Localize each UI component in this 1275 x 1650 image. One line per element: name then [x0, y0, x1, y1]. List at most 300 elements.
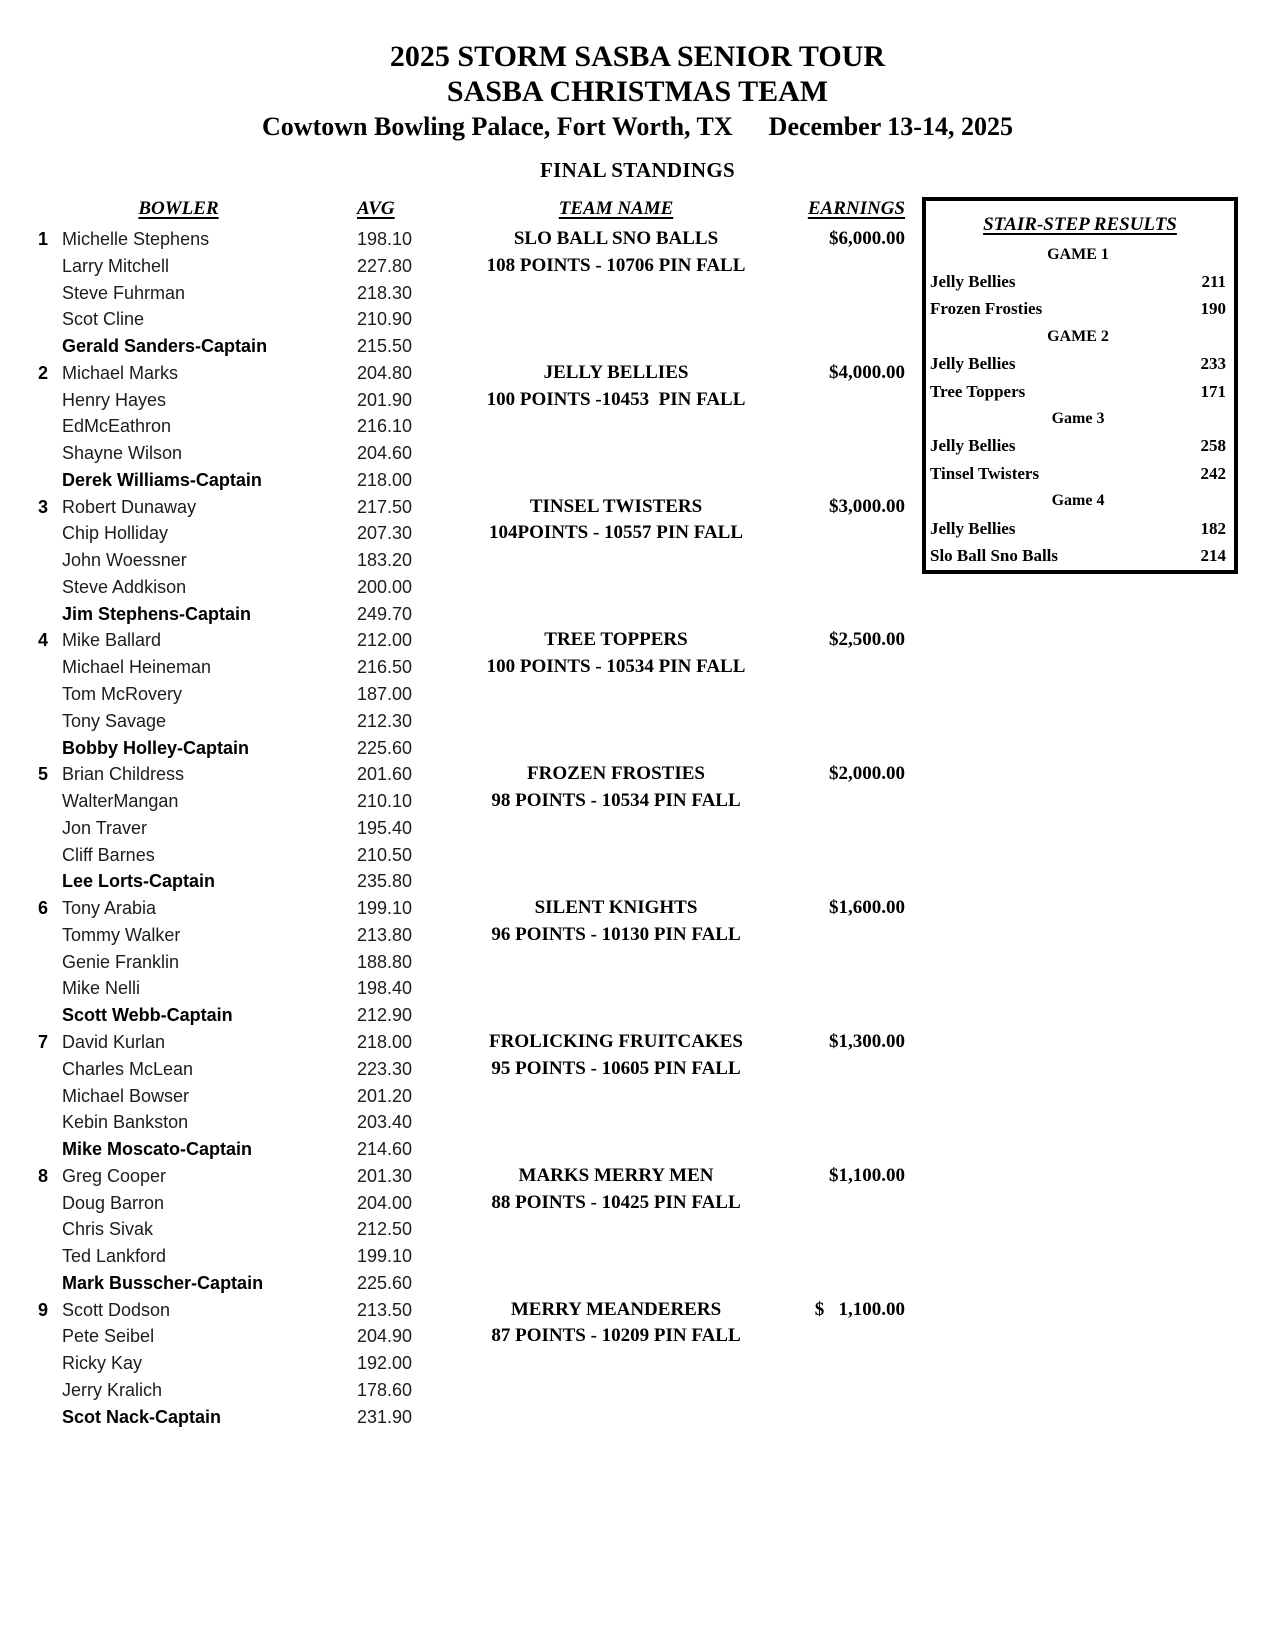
bowler-name: Tommy Walker [62, 924, 181, 945]
stair-team-name: Jelly Bellies [930, 272, 1016, 292]
bowler-avg: 204.60 [357, 443, 413, 464]
team-name-spacer [442, 949, 790, 976]
bowler-avg: 198.40 [357, 978, 413, 999]
team-earnings [790, 815, 905, 842]
team-rank [0, 1002, 57, 1029]
standings-rows [0, 226, 905, 1430]
bowler-row [0, 1243, 905, 1270]
stair-team-name: Jelly Bellies [930, 518, 1016, 538]
bowler-avg: 201.60 [357, 764, 413, 785]
bowler-name: Cliff Barnes [62, 844, 155, 865]
stair-team-name: Tinsel Twisters [930, 463, 1040, 483]
team-earnings [790, 1002, 905, 1029]
team-earnings: $4,000.00 [829, 361, 905, 383]
bowler-row [0, 627, 905, 654]
bowler-avg: 225.60 [357, 1272, 413, 1293]
team-rank [0, 842, 57, 869]
stair-team-score: 214 [1200, 545, 1226, 565]
team-name-spacer [442, 1002, 790, 1029]
bowler-avg: 212.00 [357, 630, 413, 651]
bowler-row [0, 1216, 905, 1243]
bowler-avg: 203.40 [357, 1112, 413, 1133]
bowler-avg: 227.80 [357, 255, 413, 276]
bowler-row [0, 440, 905, 467]
bowler-row [0, 520, 905, 547]
bowler-row [0, 1136, 905, 1163]
bowler-avg: 198.10 [357, 229, 413, 249]
bowler-row [0, 494, 905, 521]
column-header-team-name: TEAM NAME [558, 198, 674, 219]
bowler-name-captain: Bobby Holley-Captain [62, 737, 250, 758]
team-points-line: 108 POINTS - 10706 PIN FALL [486, 254, 746, 276]
team-earnings [790, 333, 905, 360]
bowler-name-captain: Scot Nack-Captain [62, 1406, 222, 1427]
team-rank [0, 413, 57, 440]
bowler-name-captain: Derek Williams-Captain [62, 469, 262, 490]
bowler-avg: 235.80 [357, 871, 413, 892]
team-rank [0, 601, 57, 628]
team-points-line: 96 POINTS - 10130 PIN FALL [491, 923, 741, 945]
stair-team-score: 242 [1200, 463, 1226, 483]
stair-team-name: Frozen Frosties [930, 299, 1043, 319]
team-rank [0, 1270, 57, 1297]
team-rank [0, 1377, 57, 1404]
bowler-avg: 210.10 [357, 791, 413, 812]
bowler-name-captain: Scott Webb-Captain [62, 1005, 233, 1026]
team-earnings [790, 520, 905, 547]
bowler-name: Brian Childress [62, 764, 185, 785]
bowler-row [0, 868, 905, 895]
team-earnings: $2,000.00 [829, 763, 905, 785]
bowler-name: David Kurlan [62, 1031, 166, 1052]
team-name-spacer [442, 440, 790, 467]
event-dates: December 13-14, 2025 [768, 112, 1013, 141]
bowler-name: Pete Seibel [62, 1326, 155, 1347]
bowler-avg: 204.80 [357, 362, 413, 383]
team-earnings [790, 547, 905, 574]
stair-team-row [926, 296, 1234, 323]
team-earnings [790, 949, 905, 976]
bowler-avg: 210.50 [357, 844, 413, 865]
bowler-name: Charles McLean [62, 1058, 194, 1079]
bowler-row [0, 1163, 905, 1190]
team-name-spacer [442, 413, 790, 440]
bowler-name-captain: Mike Moscato-Captain [62, 1139, 253, 1160]
team-earnings [790, 467, 905, 494]
team-name: SILENT KNIGHTS [534, 897, 698, 919]
team-rank [0, 815, 57, 842]
stair-team-row [926, 460, 1234, 487]
team-earnings [790, 1243, 905, 1270]
bowler-avg: 201.90 [357, 389, 413, 410]
bowler-avg: 183.20 [357, 550, 413, 571]
bowler-avg: 210.90 [357, 309, 413, 330]
team-name-spacer [442, 1243, 790, 1270]
bowler-row [0, 975, 905, 1002]
team-name-spacer [442, 601, 790, 628]
column-header-bowler: BOWLER [138, 198, 219, 219]
bowler-name: John Woessner [62, 550, 187, 571]
team-points-line: 87 POINTS - 10209 PIN FALL [491, 1325, 741, 1347]
bowler-name-captain: Mark Busscher-Captain [62, 1272, 264, 1293]
team-rank: 4 [37, 630, 48, 651]
bowler-avg: 212.90 [357, 1005, 413, 1026]
bowler-name: Greg Cooper [62, 1165, 167, 1186]
stair-team-name: Jelly Bellies [930, 354, 1016, 374]
stair-team-row [926, 268, 1234, 295]
bowler-row [0, 1029, 905, 1056]
bowler-name: Ted Lankford [62, 1246, 167, 1267]
bowler-name: Scot Cline [62, 309, 145, 330]
bowler-row [0, 681, 905, 708]
team-name: MERRY MEANDERERS [510, 1298, 722, 1320]
bowler-row [0, 815, 905, 842]
stair-step-title: STAIR-STEP RESULTS [983, 214, 1177, 235]
stair-team-name: Slo Ball Sno Balls [930, 545, 1059, 565]
stair-team-row [926, 351, 1234, 378]
team-name-spacer [442, 574, 790, 601]
stair-team-score: 258 [1200, 436, 1226, 456]
bowler-avg: 249.70 [357, 603, 413, 624]
team-earnings: $2,500.00 [829, 629, 905, 651]
team-rank [0, 654, 57, 681]
bowler-row [0, 735, 905, 762]
team-name-spacer [442, 1270, 790, 1297]
team-earnings [790, 387, 905, 414]
bowler-row [0, 949, 905, 976]
team-name: JELLY BELLIES [543, 361, 689, 383]
team-rank: 3 [37, 496, 48, 517]
team-rank: 2 [37, 362, 48, 383]
team-rank: 8 [37, 1165, 48, 1186]
team-name-spacer [442, 681, 790, 708]
team-rank [0, 1109, 57, 1136]
team-name: TINSEL TWISTERS [529, 495, 703, 517]
bowler-avg: 188.80 [357, 951, 413, 972]
bowler-avg: 192.00 [357, 1353, 413, 1374]
bowler-name: Tony Savage [62, 710, 167, 731]
bowler-row [0, 1083, 905, 1110]
bowler-name: Michael Bowser [62, 1085, 190, 1106]
team-earnings [790, 280, 905, 307]
bowler-name-captain: Lee Lorts-Captain [62, 871, 216, 892]
team-rank [0, 306, 57, 333]
bowler-avg: 201.20 [357, 1085, 413, 1106]
title-line-1: 2025 STORM SASBA SENIOR TOUR [389, 40, 886, 73]
team-earnings: $1,100.00 [829, 1164, 905, 1186]
team-rank [0, 574, 57, 601]
bowler-name: Michael Heineman [62, 657, 212, 678]
bowler-name-captain: Jim Stephens-Captain [62, 603, 252, 624]
team-name-spacer [442, 1350, 790, 1377]
bowler-name: Tom McRovery [62, 684, 183, 705]
bowler-name: Michelle Stephens [62, 229, 210, 249]
team-rank [0, 547, 57, 574]
team-points-line: 98 POINTS - 10534 PIN FALL [491, 790, 741, 812]
bowler-row [0, 1190, 905, 1217]
bowler-row [0, 761, 905, 788]
bowler-name: Mike Ballard [62, 630, 162, 651]
team-name-spacer [442, 842, 790, 869]
team-name-spacer [442, 1216, 790, 1243]
team-name-spacer [442, 1136, 790, 1163]
bowler-name: Jon Traver [62, 817, 148, 838]
bowler-avg: 201.30 [357, 1165, 413, 1186]
team-name-spacer [442, 1404, 790, 1431]
team-name: MARKS MERRY MEN [518, 1164, 714, 1186]
team-earnings [790, 708, 905, 735]
team-points-line: 95 POINTS - 10605 PIN FALL [491, 1057, 741, 1079]
bowler-row [0, 413, 905, 440]
team-name: SLO BALL SNO BALLS [513, 228, 719, 249]
team-earnings [790, 253, 905, 280]
bowler-row [0, 1109, 905, 1136]
team-earnings: $1,600.00 [829, 897, 905, 919]
bowler-row [0, 574, 905, 601]
bowler-row [0, 922, 905, 949]
stair-team-name: Tree Toppers [930, 381, 1026, 401]
stair-game-label: Game 3 [1051, 410, 1105, 428]
team-earnings: $3,000.00 [829, 495, 905, 517]
team-rank [0, 708, 57, 735]
bowler-row [0, 333, 905, 360]
bowler-avg: 204.00 [357, 1192, 413, 1213]
bowler-row [0, 1350, 905, 1377]
team-rank [0, 1056, 57, 1083]
stair-game-label: Game 4 [1051, 492, 1105, 510]
team-rank: 5 [37, 764, 48, 785]
bowler-name: Steve Addkison [62, 576, 187, 597]
column-header-avg: AVG [357, 198, 395, 219]
stair-team-row [926, 433, 1234, 460]
team-name-spacer [442, 280, 790, 307]
bowler-avg: 199.10 [357, 898, 413, 919]
team-rank [0, 1216, 57, 1243]
team-earnings [790, 975, 905, 1002]
bowler-avg: 214.60 [357, 1139, 413, 1160]
bowler-row [0, 601, 905, 628]
bowler-name: WalterMangan [62, 791, 179, 812]
team-rank [0, 1350, 57, 1377]
team-name: TREE TOPPERS [544, 629, 688, 651]
team-earnings: $1,300.00 [829, 1030, 905, 1052]
team-rank: 1 [37, 229, 48, 249]
bowler-row [0, 387, 905, 414]
bowler-avg: 212.50 [357, 1219, 413, 1240]
team-name-spacer [442, 868, 790, 895]
team-earnings: $ 1,100.00 [814, 1298, 905, 1320]
team-earnings [790, 306, 905, 333]
bowler-avg: 225.60 [357, 737, 413, 758]
stair-team-name: Jelly Bellies [930, 436, 1016, 456]
bowler-avg: 218.00 [357, 1031, 413, 1052]
bowler-avg: 223.30 [357, 1058, 413, 1079]
bowler-avg: 218.00 [357, 469, 413, 490]
bowler-avg: 215.50 [357, 336, 413, 357]
team-points-line: 88 POINTS - 10425 PIN FALL [491, 1191, 741, 1213]
final-standings-heading: FINAL STANDINGS [540, 158, 735, 182]
team-name-spacer [442, 333, 790, 360]
bowler-row [0, 842, 905, 869]
team-rank [0, 1083, 57, 1110]
team-points-line: 100 POINTS - 10534 PIN FALL [486, 656, 746, 678]
team-earnings [790, 1136, 905, 1163]
team-points-line: 100 POINTS -10453 PIN FALL [486, 388, 746, 410]
stair-step-rows [926, 241, 1234, 570]
bowler-row [0, 1404, 905, 1431]
team-name-spacer [442, 735, 790, 762]
bowler-name: Henry Hayes [62, 389, 167, 410]
bowler-avg: 217.50 [357, 496, 413, 517]
bowler-avg: 218.30 [357, 282, 413, 303]
bowler-row [0, 1002, 905, 1029]
team-name-spacer [442, 815, 790, 842]
team-rank [0, 1243, 57, 1270]
bowler-avg: 213.80 [357, 924, 413, 945]
bowler-name: EdMcEathron [62, 416, 172, 437]
bowler-name: Steve Fuhrman [62, 282, 186, 303]
team-earnings [790, 788, 905, 815]
team-rank [0, 788, 57, 815]
bowler-row [0, 708, 905, 735]
bowler-row [0, 226, 905, 253]
venue-date-line [0, 112, 1275, 142]
team-earnings [790, 1083, 905, 1110]
team-earnings [790, 601, 905, 628]
venue-text: Cowtown Bowling Palace, Fort Worth, TX [262, 112, 733, 141]
team-name: FROLICKING FRUITCAKES [489, 1030, 743, 1052]
bowler-row [0, 1056, 905, 1083]
bowler-row [0, 280, 905, 307]
team-rank [0, 922, 57, 949]
stair-step-box [922, 197, 1238, 574]
stair-team-row [926, 378, 1234, 405]
team-rank: 6 [37, 898, 48, 919]
stair-game-label: GAME 2 [1047, 327, 1109, 345]
column-headers [0, 198, 905, 226]
bowler-avg: 231.90 [357, 1406, 413, 1427]
team-rank [0, 949, 57, 976]
bowler-name: Jerry Kralich [62, 1379, 163, 1400]
bowler-name: Scott Dodson [62, 1299, 171, 1320]
bowler-name: Michael Marks [62, 362, 179, 383]
bowler-row [0, 467, 905, 494]
team-rank [0, 520, 57, 547]
bowler-name: Robert Dunaway [62, 496, 197, 517]
team-rank [0, 440, 57, 467]
team-rank [0, 1136, 57, 1163]
bowler-name: Chip Holliday [62, 523, 169, 544]
stair-game-label: GAME 1 [1047, 245, 1109, 263]
team-earnings [790, 1216, 905, 1243]
bowler-avg: 207.30 [357, 523, 413, 544]
bowler-row [0, 253, 905, 280]
team-rank [0, 735, 57, 762]
team-name-spacer [442, 467, 790, 494]
bowler-row [0, 1377, 905, 1404]
bowler-avg: 216.10 [357, 416, 413, 437]
stair-team-row [926, 542, 1234, 569]
team-earnings [790, 574, 905, 601]
team-earnings [790, 654, 905, 681]
team-rank [0, 280, 57, 307]
stair-team-score: 182 [1200, 518, 1226, 538]
team-rank [0, 333, 57, 360]
team-name-spacer [442, 708, 790, 735]
team-points-line: 104POINTS - 10557 PIN FALL [488, 522, 744, 544]
team-earnings [790, 842, 905, 869]
bowler-name: Shayne Wilson [62, 443, 183, 464]
team-name-spacer [442, 975, 790, 1002]
bowler-avg: 213.50 [357, 1299, 413, 1320]
team-earnings [790, 1270, 905, 1297]
bowler-name: Larry Mitchell [62, 255, 170, 276]
team-rank [0, 1404, 57, 1431]
bowler-avg: 187.00 [357, 684, 413, 705]
team-earnings [790, 1377, 905, 1404]
stair-team-row [926, 515, 1234, 542]
team-earnings [790, 868, 905, 895]
column-header-earnings: EARNINGS [807, 198, 905, 219]
team-earnings [790, 413, 905, 440]
bowler-avg: 204.90 [357, 1326, 413, 1347]
bowler-name: Chris Sivak [62, 1219, 154, 1240]
bowler-name: Mike Nelli [62, 978, 141, 999]
bowler-avg: 178.60 [357, 1379, 413, 1400]
title-line-2: SASBA CHRISTMAS TEAM [446, 75, 829, 108]
stair-team-score: 233 [1200, 354, 1226, 374]
bowler-name-captain: Gerald Sanders-Captain [62, 336, 268, 357]
bowler-name: Kebin Bankston [62, 1112, 189, 1133]
team-earnings [790, 735, 905, 762]
team-earnings [790, 1056, 905, 1083]
bowler-row [0, 1297, 905, 1324]
bowler-avg: 200.00 [357, 576, 413, 597]
bowler-avg: 212.30 [357, 710, 413, 731]
bowler-row [0, 895, 905, 922]
bowler-row [0, 1323, 905, 1350]
team-rank: 9 [37, 1299, 48, 1320]
bowler-row [0, 306, 905, 333]
team-earnings [790, 440, 905, 467]
bowler-avg: 216.50 [357, 657, 413, 678]
stair-team-score: 211 [1201, 272, 1226, 292]
team-rank [0, 387, 57, 414]
team-name: FROZEN FROSTIES [527, 763, 705, 785]
bowler-name: Genie Franklin [62, 951, 180, 972]
team-rank [0, 975, 57, 1002]
team-earnings [790, 681, 905, 708]
team-name-spacer [442, 1083, 790, 1110]
team-earnings [790, 1190, 905, 1217]
bowler-row [0, 1270, 905, 1297]
bowler-name: Doug Barron [62, 1192, 165, 1213]
bowler-name: Ricky Kay [62, 1353, 143, 1374]
bowler-avg: 195.40 [357, 817, 413, 838]
team-name-spacer [442, 1109, 790, 1136]
stair-team-score: 171 [1200, 381, 1226, 401]
team-name-spacer [442, 1377, 790, 1404]
bowler-row [0, 360, 905, 387]
team-earnings [790, 1350, 905, 1377]
team-earnings [790, 1323, 905, 1350]
bowler-avg: 199.10 [357, 1246, 413, 1267]
team-earnings [790, 922, 905, 949]
team-rank [0, 1323, 57, 1350]
team-rank [0, 868, 57, 895]
bowler-row [0, 788, 905, 815]
team-earnings [790, 1109, 905, 1136]
